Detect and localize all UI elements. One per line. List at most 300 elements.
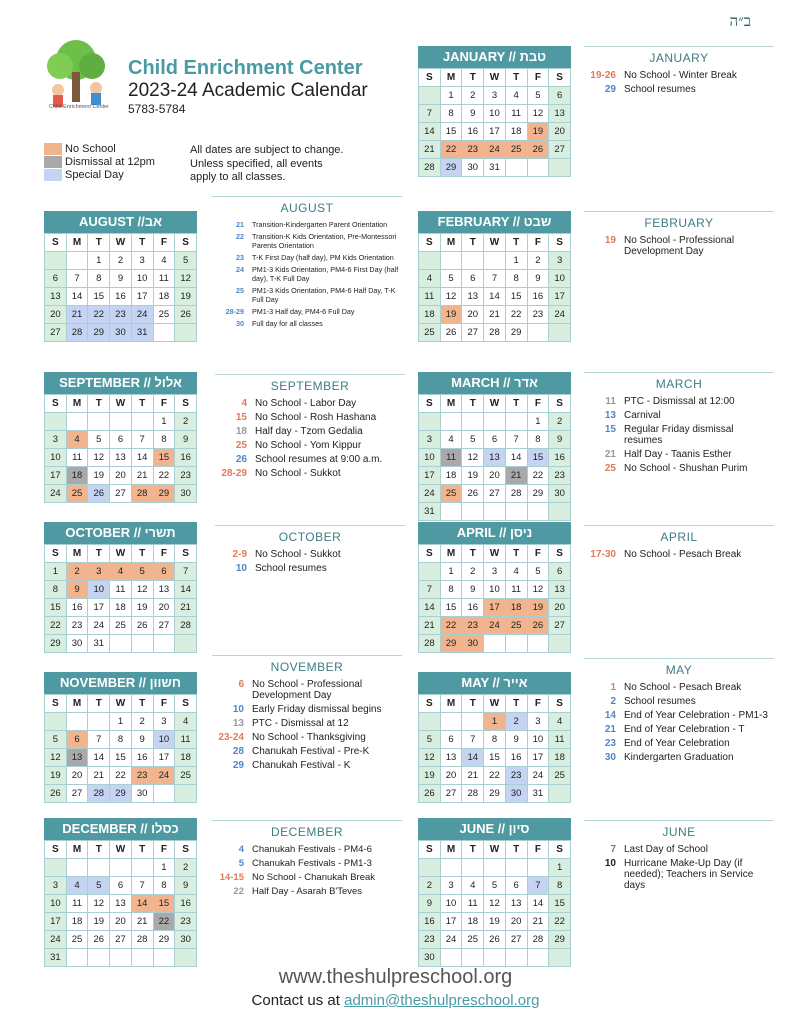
calendar-empty-cell: [110, 949, 132, 967]
calendar-day: 18: [110, 599, 132, 617]
calendar-day: 10: [419, 449, 441, 467]
weekday-label: W: [110, 841, 132, 859]
calendar-day: 15: [440, 599, 462, 617]
calendar-day: 8: [484, 731, 506, 749]
calendar-day: 5: [88, 431, 110, 449]
event-item: [584, 858, 774, 891]
weekday-label: T: [505, 395, 527, 413]
calendar-february: [418, 211, 571, 342]
calendar-day: 17: [527, 749, 549, 767]
weekday-label: S: [45, 695, 67, 713]
events-month-title: FEBRUARY: [644, 216, 714, 230]
calendar-day: 16: [462, 599, 484, 617]
calendar-day: 9: [527, 270, 549, 288]
calendar-day: 30: [110, 324, 132, 342]
calendar-day: 12: [88, 895, 110, 913]
calendar-day: 22: [45, 617, 67, 635]
calendar-day: 7: [462, 731, 484, 749]
calendar-day: 5: [462, 431, 484, 449]
calendar-empty-cell: [66, 949, 88, 967]
weekday-label: W: [110, 395, 132, 413]
event-item: [584, 424, 774, 446]
event-item: [584, 463, 774, 474]
calendar-day: 2: [419, 877, 441, 895]
calendar-day: 28: [88, 785, 110, 803]
divider: [215, 374, 405, 375]
event-date: 5: [238, 858, 244, 869]
event-item: [584, 84, 774, 95]
event-date: 15: [604, 424, 616, 435]
calendar-day: 9: [505, 731, 527, 749]
event-item: [584, 710, 774, 721]
calendar-day: 10: [131, 270, 153, 288]
weekday-label: S: [549, 841, 571, 859]
weekday-label: T: [131, 841, 153, 859]
calendar-day: 7: [175, 563, 197, 581]
calendar-day: 22: [440, 141, 462, 159]
event-text: No School - Thanksgiving: [252, 732, 366, 743]
calendar-day: 20: [440, 767, 462, 785]
calendar-grid: [418, 544, 571, 653]
calendar-empty-cell: [175, 949, 197, 967]
weekday-label: S: [419, 234, 441, 252]
weekday-label: F: [153, 234, 175, 252]
calendar-day: 3: [440, 877, 462, 895]
weekday-label: M: [66, 234, 88, 252]
event-text: End of Year Celebration: [624, 738, 730, 749]
calendar-day: 9: [419, 895, 441, 913]
calendar-day: 4: [440, 431, 462, 449]
events-month-title: AUGUST: [280, 201, 334, 215]
calendar-day: 15: [505, 288, 527, 306]
calendar-empty-cell: [175, 324, 197, 342]
event-date: 25: [604, 463, 616, 474]
event-text: No School - Professional Development Day: [252, 679, 363, 701]
calendar-empty-cell: [440, 949, 462, 967]
calendar-day: 25: [440, 485, 462, 503]
calendar-day: 29: [153, 931, 175, 949]
calendar-day: 30: [66, 635, 88, 653]
calendar-empty-cell: [484, 503, 506, 521]
calendar-day: 27: [110, 485, 132, 503]
calendar-december: [44, 818, 197, 967]
calendar-day: 2: [175, 859, 197, 877]
event-date: 6: [238, 679, 244, 690]
calendar-empty-cell: [505, 413, 527, 431]
calendar-day: 22: [505, 306, 527, 324]
calendar-day: 19: [88, 913, 110, 931]
event-text: No School - Winter Break: [624, 70, 737, 81]
calendar-day: 20: [153, 599, 175, 617]
divider: [584, 525, 774, 526]
tree-logo-icon: [38, 38, 114, 114]
event-item: [584, 752, 774, 763]
calendar-day: 1: [484, 713, 506, 731]
calendar-empty-cell: [66, 252, 88, 270]
calendar-day: 18: [66, 467, 88, 485]
calendar-day: 10: [484, 105, 506, 123]
calendar-day: 11: [505, 105, 527, 123]
calendar-empty-cell: [505, 159, 527, 177]
calendar-day: 3: [45, 431, 67, 449]
event-date: 26: [235, 454, 247, 465]
calendar-empty-cell: [66, 859, 88, 877]
event-item: [584, 396, 774, 407]
calendar-day: 29: [440, 159, 462, 177]
calendar-day: 7: [484, 270, 506, 288]
event-item: [584, 724, 774, 735]
event-date: 22: [233, 886, 244, 897]
event-date: 14-15: [219, 872, 244, 883]
weekday-label: T: [505, 545, 527, 563]
calendar-day: 14: [175, 581, 197, 599]
event-date: 21: [236, 220, 244, 229]
calendar-day: 20: [110, 467, 132, 485]
calendar-day: 28: [462, 785, 484, 803]
event-item: [212, 286, 402, 304]
calendar-day: 29: [440, 635, 462, 653]
calendar-empty-cell: [484, 859, 506, 877]
calendar-day: 13: [110, 449, 132, 467]
calendar-day: 7: [527, 877, 549, 895]
weekday-label: W: [484, 695, 506, 713]
event-text: Chanukah Festival - K: [252, 760, 351, 771]
calendar-day: 5: [527, 563, 549, 581]
calendar-day: 19: [462, 467, 484, 485]
event-date: 22: [236, 232, 244, 241]
calendar-day: 29: [45, 635, 67, 653]
calendar-day: 26: [462, 485, 484, 503]
calendar-day: 15: [88, 288, 110, 306]
calendar-day: 20: [45, 306, 67, 324]
weekday-label: T: [88, 395, 110, 413]
event-date: 13: [232, 718, 244, 729]
calendar-day: 13: [110, 895, 132, 913]
calendar-day: 12: [45, 749, 67, 767]
event-item: [212, 704, 402, 715]
calendar-day: 7: [131, 877, 153, 895]
event-text: Half day - Tzom Gedalia: [255, 426, 363, 437]
legend-dismissal: [44, 156, 174, 168]
calendar-day: 23: [527, 306, 549, 324]
calendar-empty-cell: [527, 324, 549, 342]
calendar-day: 16: [419, 913, 441, 931]
calendar-empty-cell: [153, 324, 175, 342]
calendar-day: 18: [462, 913, 484, 931]
calendar-day: 24: [88, 617, 110, 635]
calendar-day: 12: [175, 270, 197, 288]
calendar-empty-cell: [440, 252, 462, 270]
calendar-day: 8: [45, 581, 67, 599]
weekday-label: F: [527, 69, 549, 87]
calendar-day: 18: [153, 288, 175, 306]
calendar-day: 7: [66, 270, 88, 288]
calendar-day: 10: [440, 895, 462, 913]
calendar-day: 12: [440, 288, 462, 306]
events-month-title: NOVEMBER: [270, 660, 344, 674]
calendar-empty-cell: [175, 635, 197, 653]
calendar-day: 16: [131, 749, 153, 767]
calendar-day: 4: [153, 252, 175, 270]
calendar-empty-cell: [153, 785, 175, 803]
calendar-day: 3: [45, 877, 67, 895]
calendar-day: 24: [440, 931, 462, 949]
events-month-title: MARCH: [655, 377, 703, 391]
calendar-day: 5: [131, 563, 153, 581]
event-text: Regular Friday dismissal resumes: [624, 424, 734, 446]
calendar-day: 5: [88, 877, 110, 895]
calendar-day: 4: [66, 877, 88, 895]
event-date: 28: [232, 746, 244, 757]
calendar-day: 18: [440, 467, 462, 485]
calendar-month-title: MAY // אייר: [418, 672, 571, 694]
calendar-empty-cell: [462, 713, 484, 731]
weekday-label: T: [88, 545, 110, 563]
calendar-empty-cell: [549, 159, 571, 177]
calendar-day: 12: [131, 581, 153, 599]
event-date: 1: [610, 682, 616, 693]
event-text: No School - Chanukah Break: [252, 872, 376, 883]
events-oct: [215, 525, 405, 574]
legend-special-day: [44, 169, 174, 181]
calendar-empty-cell: [484, 413, 506, 431]
calendar-day: 21: [175, 599, 197, 617]
weekday-label: S: [549, 69, 571, 87]
calendar-day: 27: [110, 931, 132, 949]
calendar-day: 21: [419, 141, 441, 159]
calendar-empty-cell: [66, 413, 88, 431]
calendar-day: 19: [527, 123, 549, 141]
calendar-day: 31: [527, 785, 549, 803]
calendar-day: 24: [419, 485, 441, 503]
event-text: No School - Sukkot: [255, 468, 341, 479]
calendar-day: 18: [505, 599, 527, 617]
calendar-day: 23: [549, 467, 571, 485]
event-date: 23-24: [218, 732, 244, 743]
weekday-label: S: [45, 841, 67, 859]
weekday-label: S: [175, 234, 197, 252]
calendar-empty-cell: [505, 635, 527, 653]
event-item: [584, 235, 774, 257]
weekday-label: M: [440, 69, 462, 87]
calendar-day: 25: [505, 141, 527, 159]
calendar-day: 27: [66, 785, 88, 803]
event-text: Chanukah Festival - Pre-K: [252, 746, 370, 757]
event-text: PM1-3 Half day, PM4-6 Full Day: [252, 307, 355, 316]
event-text: Early Friday dismissal begins: [252, 704, 382, 715]
calendar-day: 6: [110, 431, 132, 449]
calendar-day: 1: [45, 563, 67, 581]
calendar-grid: [418, 68, 571, 177]
contact-line: [0, 992, 791, 1009]
event-text: Half Day - Taanis Esther: [624, 449, 732, 460]
calendar-day: 19: [484, 913, 506, 931]
calendar-day: 30: [131, 785, 153, 803]
calendar-day: 3: [88, 563, 110, 581]
calendar-day: 8: [440, 581, 462, 599]
calendar-day: 17: [45, 913, 67, 931]
weekday-label: F: [527, 395, 549, 413]
event-text: Full day for all classes: [252, 319, 323, 328]
calendar-day: 9: [462, 581, 484, 599]
calendar-day: 20: [505, 913, 527, 931]
center-title: Child Enrichment Center: [128, 57, 363, 79]
weekday-label: T: [88, 695, 110, 713]
calendar-day: 6: [153, 563, 175, 581]
event-date: 25: [235, 440, 247, 451]
calendar-day: 6: [484, 431, 506, 449]
calendar-day: 3: [484, 87, 506, 105]
calendar-day: 26: [484, 931, 506, 949]
calendar-empty-cell: [462, 859, 484, 877]
website-url[interactable]: www.theshulpreschool.org: [278, 966, 513, 988]
calendar-day: 17: [484, 599, 506, 617]
calendar-day: 17: [549, 288, 571, 306]
calendar-day: 18: [175, 749, 197, 767]
calendar-day: 15: [440, 123, 462, 141]
event-text: Transition-Kindergarten Parent Orientation: [252, 220, 388, 229]
calendar-day: 3: [527, 713, 549, 731]
calendar-day: 1: [549, 859, 571, 877]
calendar-day: 14: [419, 123, 441, 141]
legend-label: No School: [65, 143, 116, 155]
calendar-day: 21: [131, 467, 153, 485]
events-may: [584, 658, 774, 763]
calendar-day: 2: [175, 413, 197, 431]
event-text: PTC - Dismissal at 12: [252, 718, 349, 729]
weekday-label: S: [549, 695, 571, 713]
calendar-month-title: FEBRUARY // שבט: [418, 211, 571, 233]
event-text: School resumes at 9:00 a.m.: [255, 454, 383, 465]
calendar-day: 22: [153, 913, 175, 931]
calendar-day: 9: [175, 431, 197, 449]
event-date: 29: [232, 760, 244, 771]
weekday-label: W: [110, 545, 132, 563]
legend-label: Dismissal at 12pm: [65, 156, 155, 168]
calendar-empty-cell: [549, 635, 571, 653]
event-text: No School - Shushan Purim: [624, 463, 748, 474]
calendar-september: [44, 372, 197, 503]
calendar-day: 6: [505, 877, 527, 895]
event-date: 4: [241, 398, 247, 409]
calendar-day: 17: [484, 123, 506, 141]
event-item: [212, 307, 402, 316]
calendar-day: 11: [153, 270, 175, 288]
event-date: 11: [605, 396, 616, 407]
calendar-month-title: NOVEMBER // חשוון: [44, 672, 197, 694]
calendar-day: 27: [153, 617, 175, 635]
calendar-day: 28: [419, 159, 441, 177]
event-item: [215, 412, 405, 423]
weekday-label: S: [45, 395, 67, 413]
event-item: [584, 682, 774, 693]
calendar-day: 21: [484, 306, 506, 324]
calendar-day: 14: [484, 288, 506, 306]
events-month-title: DECEMBER: [270, 825, 343, 839]
calendar-day: 15: [153, 895, 175, 913]
weekday-label: T: [462, 69, 484, 87]
calendar-day: 7: [505, 431, 527, 449]
weekday-label: F: [527, 841, 549, 859]
calendar-day: 14: [66, 288, 88, 306]
event-item: [212, 253, 402, 262]
divider: [584, 658, 774, 659]
calendar-day: 14: [88, 749, 110, 767]
event-item: [212, 844, 402, 855]
calendar-may: [418, 672, 571, 803]
calendar-day: 1: [88, 252, 110, 270]
calendar-day: 13: [505, 895, 527, 913]
events-month-title: SEPTEMBER: [270, 379, 350, 393]
calendar-empty-cell: [462, 949, 484, 967]
calendar-day: 19: [440, 306, 462, 324]
calendar-day: 28: [131, 485, 153, 503]
calendar-day: 22: [549, 913, 571, 931]
calendar-day: 27: [549, 617, 571, 635]
calendar-empty-cell: [527, 159, 549, 177]
event-text: Chanukah Festivals - PM1-3: [252, 858, 372, 869]
calendar-day: 6: [110, 877, 132, 895]
weekday-label: T: [505, 841, 527, 859]
calendar-day: 19: [527, 599, 549, 617]
event-text: PTC - Dismissal at 12:00: [624, 396, 735, 407]
event-text: School resumes: [624, 84, 696, 95]
calendar-day: 6: [549, 87, 571, 105]
calendar-day: 6: [549, 563, 571, 581]
calendar-empty-cell: [440, 713, 462, 731]
events-dec: [212, 820, 402, 897]
calendar-day: 15: [549, 895, 571, 913]
calendar-empty-cell: [88, 859, 110, 877]
calendar-day: 21: [66, 306, 88, 324]
calendar-january: [418, 46, 571, 177]
calendar-day: 21: [505, 467, 527, 485]
calendar-month-title: JANUARY // טבת: [418, 46, 571, 68]
calendar-day: 25: [175, 767, 197, 785]
event-item: [212, 718, 402, 729]
calendar-empty-cell: [440, 859, 462, 877]
calendar-empty-cell: [45, 713, 67, 731]
event-item: [215, 440, 405, 451]
calendar-day: 23: [419, 931, 441, 949]
calendar-day: 26: [440, 324, 462, 342]
calendar-october: [44, 522, 197, 653]
calendar-empty-cell: [549, 949, 571, 967]
calendar-day: 4: [505, 87, 527, 105]
calendar-day: 28: [131, 931, 153, 949]
event-text: No School - Sukkot: [255, 549, 341, 560]
calendar-day: 23: [66, 617, 88, 635]
divider: [584, 820, 774, 821]
weekday-label: T: [131, 234, 153, 252]
calendar-day: 20: [110, 913, 132, 931]
calendar-day: 16: [527, 288, 549, 306]
weekday-label: S: [175, 695, 197, 713]
contact-email-link[interactable]: admin@theshulpreschool.org: [344, 992, 540, 1009]
calendar-day: 27: [45, 324, 67, 342]
event-item: [584, 844, 774, 855]
weekday-label: M: [66, 545, 88, 563]
weekday-label: T: [462, 234, 484, 252]
calendar-empty-cell: [527, 859, 549, 877]
legend-swatch: [44, 169, 62, 181]
calendar-day: 1: [527, 413, 549, 431]
calendar-day: 28: [527, 931, 549, 949]
calendar-day: 8: [440, 105, 462, 123]
calendar-empty-cell: [462, 252, 484, 270]
event-text: End of Year Celebration - PM1-3: [624, 710, 768, 721]
event-text: No School - Yom Kippur: [255, 440, 362, 451]
